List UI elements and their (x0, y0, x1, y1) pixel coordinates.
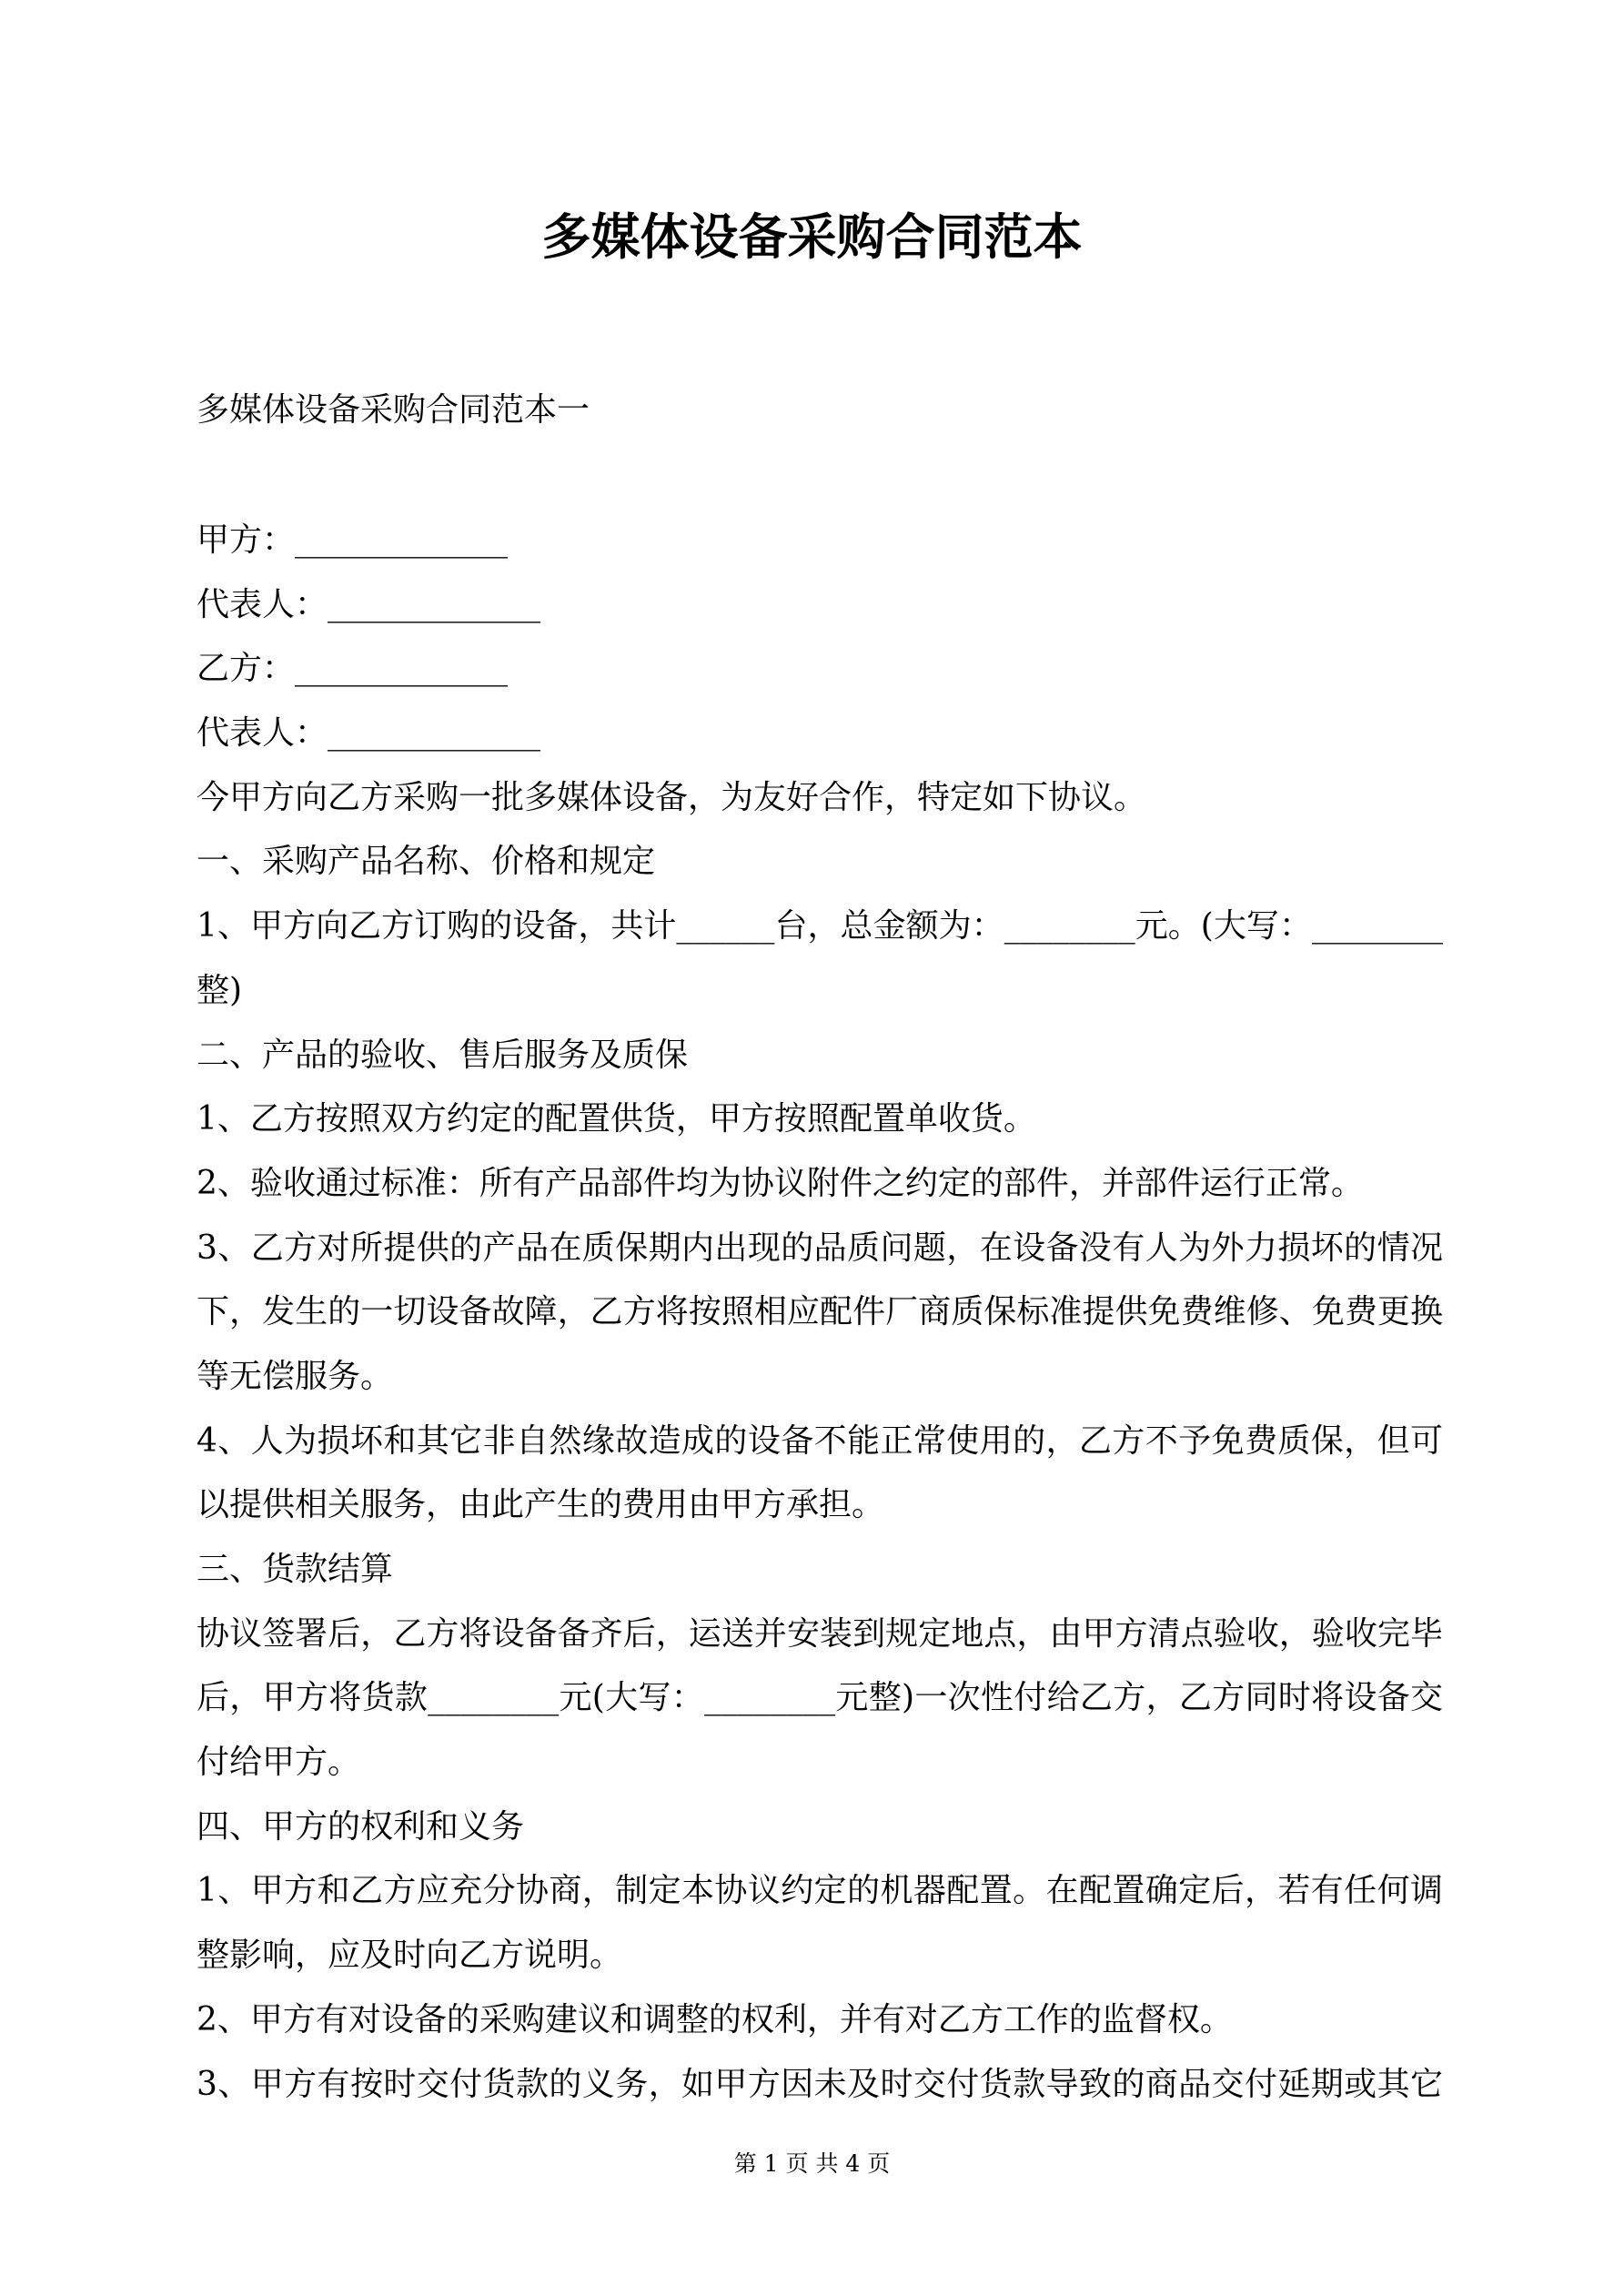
text-line: 下，发生的一切设备故障，乙方将按照相应配件厂商质保标准提供免费维修、免费更换 (197, 1293, 1443, 1331)
text-line: 4、人为损坏和其它非自然缘故造成的设备不能正常使用的，乙方不予免费质保，但可 (197, 1421, 1443, 1460)
text-line: 整影响，应及时向乙方说明。 (197, 1937, 623, 1975)
text-line: 付给甲方。 (197, 1744, 361, 1782)
text-line: 乙方：_____________ (197, 650, 509, 688)
text-line: 1、甲方向乙方订购的设备，共计______台，总金额为：________元。(大写：________ (197, 907, 1443, 946)
text-line: 1、乙方按照双方约定的配置供货，甲方按照配置单收货。 (197, 1100, 1036, 1138)
text-line: 3、乙方对所提供的产品在质保期内出现的品质问题，在设备没有人为外力损坏的情况 (197, 1229, 1443, 1267)
text-line: 四、甲方的权利和义务 (197, 1807, 525, 1846)
text-line: 代表人：_____________ (197, 585, 541, 623)
text-line: 以提供相关服务，由此产生的费用由甲方承担。 (197, 1486, 885, 1524)
document-subtitle: 多媒体设备采购合同范本一 (197, 391, 590, 429)
text-line: 甲方：_____________ (197, 521, 509, 559)
text-line: 今甲方向乙方采购一批多媒体设备，为友好合作，特定如下协议。 (197, 778, 1147, 816)
text-line: 整) (197, 971, 243, 1009)
text-line: 2、验收通过标准：所有产品部件均为协议附件之约定的部件，并部件运行正常。 (197, 1164, 1364, 1202)
contract-body (197, 509, 1443, 2117)
text-line: 三、货款结算 (197, 1551, 394, 1588)
text-line: 代表人：_____________ (197, 714, 541, 753)
page-footer: 第 1 页 共 4 页 (733, 2150, 891, 2177)
text-line: 协议签署后，乙方将设备备齐后，运送并安装到规定地点，由甲方清点验收，验收完毕 (197, 1614, 1443, 1653)
text-line: 1、甲方和乙方应充分协商，制定本协议约定的机器配置。在配置确定后，若有任何调 (197, 1872, 1443, 1910)
text-line: 二、产品的验收、售后服务及质保 (197, 1036, 689, 1074)
text-line: 后，甲方将货款________元(大写：________元整)一次性付给乙方，乙方同时将设备交 (197, 1679, 1443, 1717)
text-line: 3、甲方有按时交付货款的义务，如甲方因未及时交付货款导致的商品交付延期或其它 (197, 2065, 1443, 2103)
text-line: 2、甲方有对设备的采购建议和调整的权利，并有对乙方工作的监督权。 (197, 2000, 1233, 2038)
text-line: 一、采购产品名称、价格和规定 (197, 843, 656, 881)
document-title: 多媒体设备采购合同范本 (541, 207, 1083, 266)
text-line: 等无偿服务。 (197, 1357, 394, 1395)
